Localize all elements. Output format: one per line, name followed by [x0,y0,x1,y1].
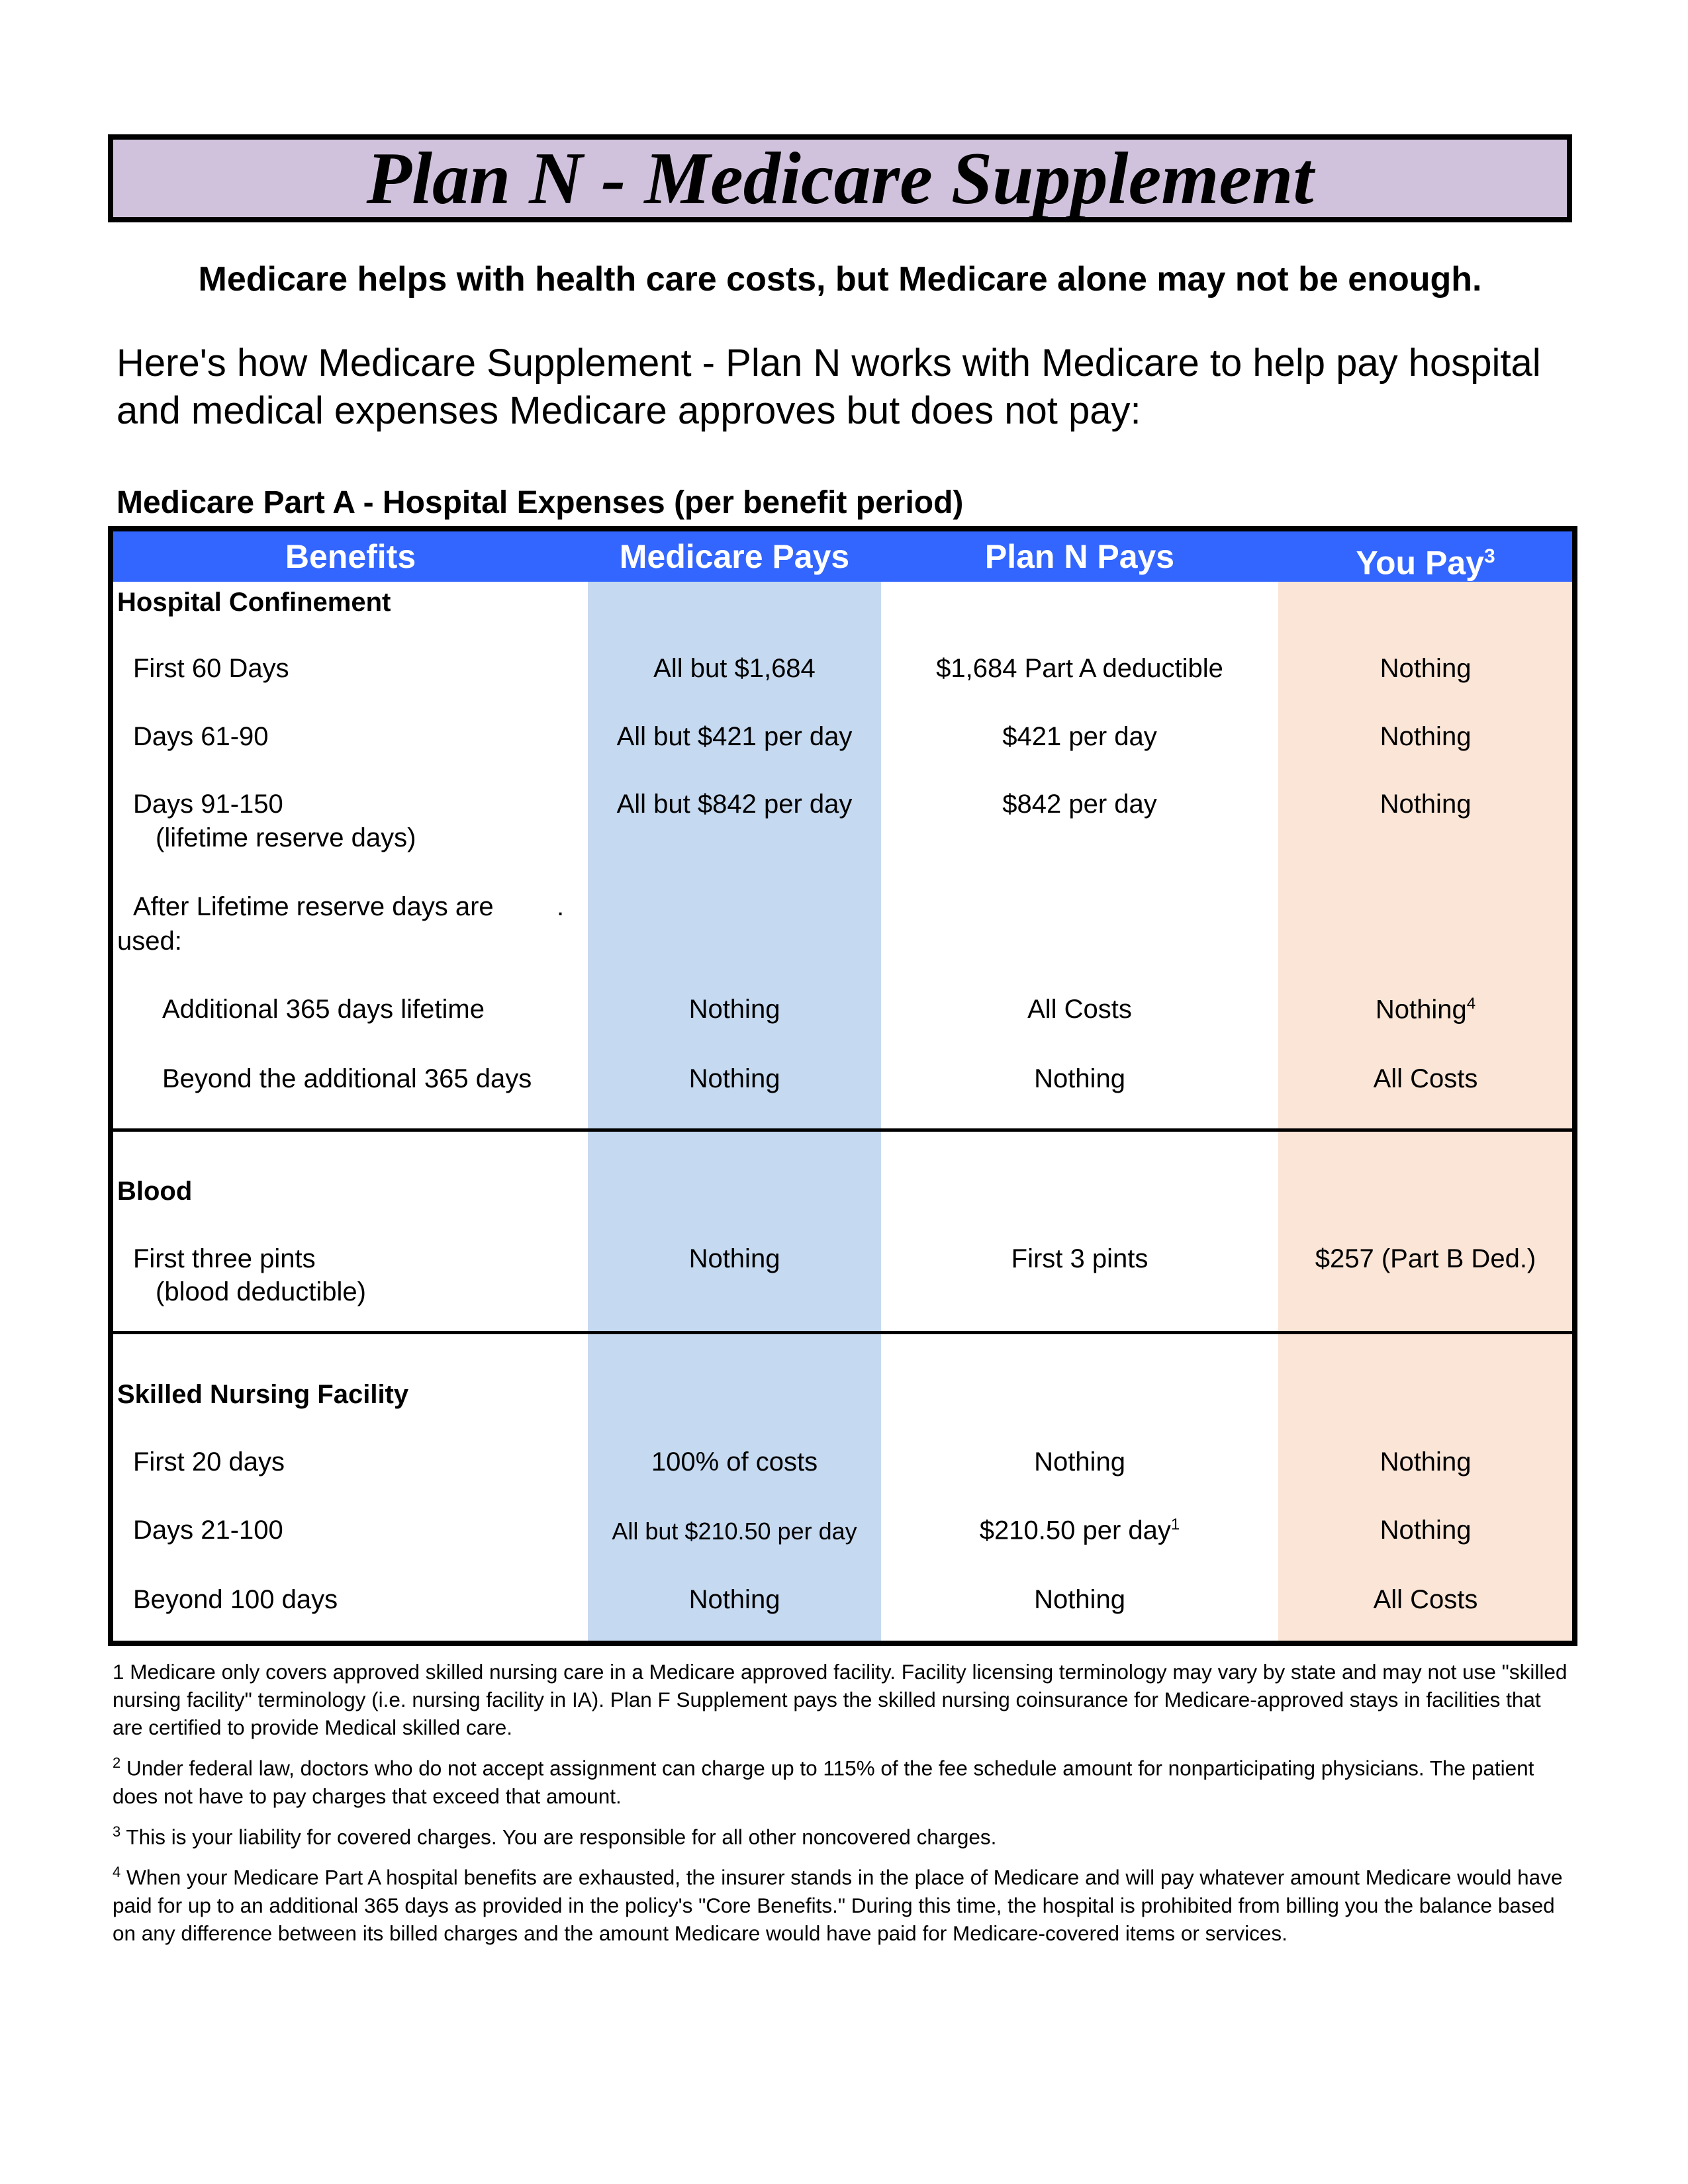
you-pay-text: Nothing [1375,995,1467,1024]
footnote-1: 1 Medicare only covers approved skilled nursing care in a Medicare approved facility. Facility licensing terminology may vary by state and may not use "skilled nursing facility" terminology (i.e. nursing facility in IA). Plan F Supplement pays the skilled nursing coinsurance for Medicare-approved stays in facilities that are certified to provide Medical skilled care. [113,1660,1568,1739]
medicare-pays-value: Nothing [688,995,780,1024]
you-pay-value [1278,995,1573,1024]
section-title: Medicare Part A - Hospital Expenses (per benefit period) [117,485,964,520]
footnote-ref: 3 [1483,545,1495,567]
row-label: Days 91-150 [133,790,283,819]
medicare-pays-value: Nothing [688,1064,780,1093]
section-divider [113,1331,1573,1334]
plan-pays-value: Nothing [1034,1064,1125,1093]
you-pay-value: All Costs [1373,1064,1478,1093]
you-pay-value: Nothing [1380,790,1472,819]
benefits-table [108,526,1577,1646]
row-label: Days 21-100 [133,1516,283,1545]
plan-pays-value: Nothing [1034,1585,1125,1614]
page-title: Plan N - Medicare Supplement [366,137,1314,220]
plan-pays-value: $421 per day [1002,722,1157,751]
row-dot: . [557,892,565,921]
footnote-ref: 4 [1466,995,1476,1013]
footnote-2 [113,1749,1575,1810]
plan-pays-value: $842 per day [1002,790,1157,819]
header-you-pay-label: You Pay [1356,544,1484,582]
footnote-number: 3 [113,1823,121,1840]
medicare-pays-value: All but $210.50 per day [612,1518,857,1545]
plan-pays-text: $210.50 per day [979,1516,1171,1545]
medicare-pays-value: Nothing [688,1244,780,1273]
medicare-pays-value: 100% of costs [651,1447,818,1477]
row-label: Beyond the additional 365 days [162,1064,532,1093]
row-label: Days 61-90 [133,722,269,751]
footnote-number: 2 [113,1754,121,1771]
group-blood: Blood [117,1177,193,1206]
header-medicare-pays: Medicare Pays [619,538,850,575]
footnote-text: Under federal law, doctors who do not accept assignment can charge up to 115% of the fee schedule amount for nonparticipating physicians. The patient does not have to pay charges that exceed that amount. [113,1756,1534,1808]
footnote-ref: 1 [1170,1516,1180,1533]
row-sublabel: (blood deductible) [156,1277,366,1306]
subheading: Medicare helps with health care costs, but Medicare alone may not be enough. [198,260,1482,298]
row-label: Additional 365 days lifetime [162,995,485,1024]
section-divider [113,1128,1573,1132]
plan-pays-value [881,1516,1278,1545]
row-label: First three pints [133,1244,316,1273]
plan-pays-value: $1,684 Part A deductible [936,654,1223,683]
medicare-pays-value: All but $1,684 [653,654,816,683]
group-skilled-nursing: Skilled Nursing Facility [117,1380,409,1409]
you-pay-value: Nothing [1380,722,1472,751]
footnotes [113,1658,1575,1955]
medicare-pays-value: All but $842 per day [616,790,853,819]
row-label: Beyond 100 days [133,1585,338,1614]
medicare-pays-value: All but $421 per day [616,722,853,751]
row-label: First 20 days [133,1447,285,1477]
you-pay-value: Nothing [1380,1447,1472,1477]
row-sublabel: used: [117,927,182,956]
row-label: After Lifetime reserve days are [133,892,494,921]
footnote-number: 4 [113,1864,121,1880]
header-plan-n-pays: Plan N Pays [984,538,1175,575]
you-pay-value: Nothing [1380,654,1472,683]
table-header [113,531,1573,582]
footnote-3 [113,1818,1575,1851]
footnote-4 [113,1858,1575,1947]
you-pay-value: All Costs [1373,1585,1478,1614]
footnote-text: This is your liability for covered charges. You are responsible for all other noncovered charges. [120,1825,997,1848]
header-you-pay [1278,531,1573,582]
plan-pays-value: Nothing [1034,1447,1125,1477]
row-sublabel: (lifetime reserve days) [156,823,416,852]
you-pay-value: Nothing [1380,1516,1472,1545]
row-label: First 60 Days [133,654,289,683]
header-benefits: Benefits [285,538,416,575]
group-hospital-confinement: Hospital Confinement [117,588,391,617]
plan-pays-value: First 3 pints [1011,1244,1149,1273]
title-banner [108,134,1572,222]
medicare-pays-value: Nothing [688,1585,780,1614]
you-pay-value: $257 (Part B Ded.) [1315,1244,1536,1273]
footnote-text: When your Medicare Part A hospital benefits are exhausted, the insurer stands in the place of Medicare and will pay whatever amount Medicare would have paid for up to an additional 365 days as provided in the policy's "Core Benefits." During this time, the hospital is prohibited from billing you the balance based on any difference between its billed charges and the amount Medicare would have paid for Medicare-covered items or services. [113,1865,1563,1945]
intro-paragraph: Here's how Medicare Supplement - Plan N works with Medicare to help pay hospital and medical expenses Medicare approves but does not pay: [117,341,1541,432]
plan-pays-value: All Costs [1027,995,1132,1024]
